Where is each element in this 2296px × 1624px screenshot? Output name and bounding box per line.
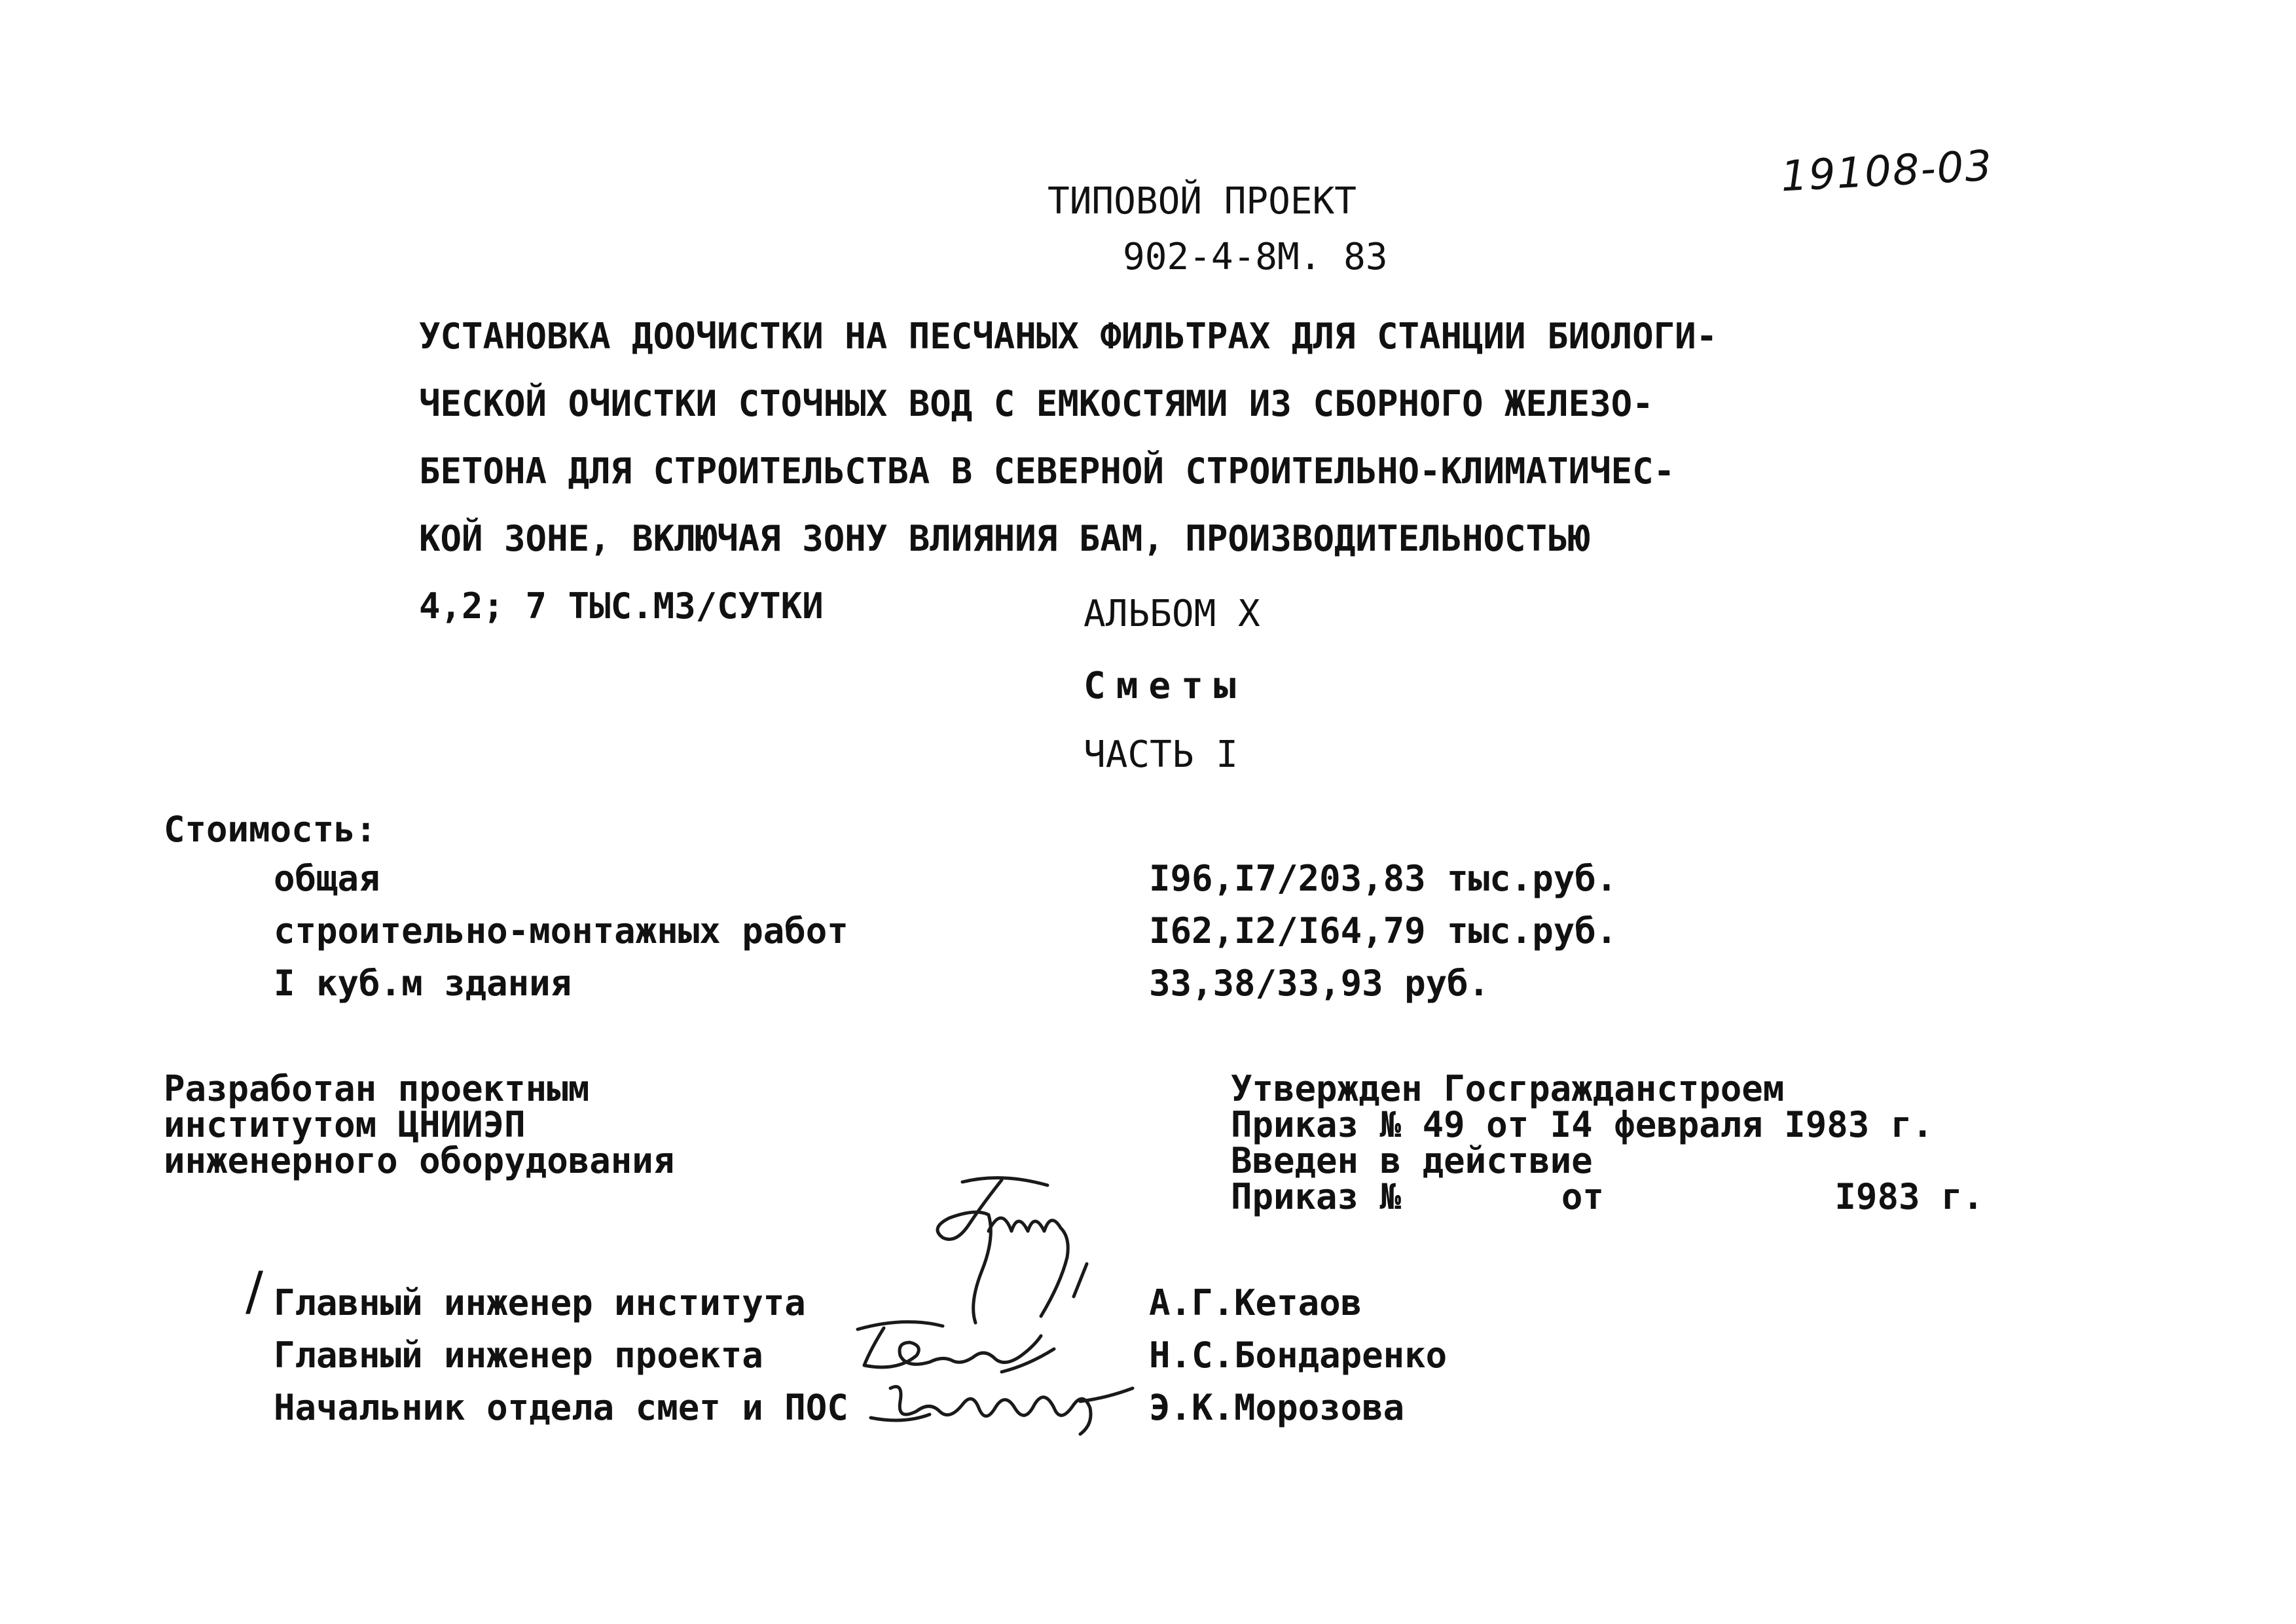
title-line: 4,2; 7 ТЫС.М3/СУТКИ	[419, 585, 824, 627]
signatory-role: Главный инженер проекта	[274, 1335, 763, 1376]
cost-label-per-cubic-meter: I куб.м здания	[274, 963, 572, 1004]
part-number: ЧАСТЬ I	[1084, 733, 1239, 776]
title-line: ЧЕСКОЙ ОЧИСТКИ СТОЧНЫХ ВОД С ЕМКОСТЯМИ ИЗ СБОРНОГО ЖЕЛЕЗО-	[419, 383, 1654, 424]
project-code: 902-4-8М. 83	[1123, 236, 1388, 278]
project-title	[419, 303, 1717, 640]
enactment-order-from: от	[1561, 1176, 1604, 1217]
signatory-name: Э.К.Морозова	[1149, 1387, 1405, 1428]
developer-block	[164, 1068, 675, 1181]
approval-line: Утвержден Госгражданстроем	[1231, 1068, 1785, 1109]
title-line: КОЙ ЗОНЕ, ВКЛЮЧАЯ ЗОНУ ВЛИЯНИЯ БАМ, ПРОИЗВОДИТЕЛЬНОСТЬЮ	[419, 518, 1590, 559]
enactment-order-label: Приказ №	[1231, 1176, 1402, 1217]
cost-value-per-cubic-meter: 33,38/33,93 руб.	[1149, 963, 1490, 1004]
developer-line: Разработан проектным	[164, 1068, 590, 1109]
cost-label-total: общая	[274, 858, 380, 899]
developer-line: инженерного оборудования	[164, 1140, 675, 1181]
signatory-role: Главный инженер института	[274, 1282, 806, 1323]
margin-slash-mark: /	[246, 1261, 263, 1321]
signatory-name: А.Г.Кетаов	[1149, 1282, 1362, 1323]
album-number: АЛЬБОМ X	[1084, 593, 1260, 635]
cost-label-construction: строительно-монтажных работ	[274, 910, 848, 951]
title-line: БЕТОНА ДЛЯ СТРОИТЕЛЬСТВА В СЕВЕРНОЙ СТРОИТЕЛЬНО-КЛИМАТИЧЕС-	[419, 451, 1675, 492]
approval-enacted-line: Введен в действие	[1231, 1140, 1593, 1181]
cost-value-construction: I62,I2/I64,79 тыс.руб.	[1149, 910, 1618, 951]
signatory-name: Н.С.Бондаренко	[1149, 1335, 1448, 1376]
archive-number: 19108-03	[1779, 141, 1994, 202]
signatory-role: Начальник отдела смет и ПОС	[274, 1387, 848, 1428]
cost-value-total: I96,I7/203,83 тыс.руб.	[1149, 858, 1618, 899]
enactment-order-year: I983 г.	[1834, 1176, 1984, 1217]
section-title: Сметы	[1084, 665, 1247, 707]
signature-head-of-estimates	[864, 1362, 1139, 1441]
enactment-order-line	[1231, 1176, 1984, 1217]
developer-line: институтом ЦНИИЭП	[164, 1104, 526, 1145]
cost-heading: Стоимость:	[164, 809, 377, 850]
approval-block	[1231, 1068, 1984, 1217]
approval-order-line: Приказ № 49 от I4 февраля I983 г.	[1231, 1104, 1933, 1145]
title-line: УСТАНОВКА ДООЧИСТКИ НА ПЕСЧАНЫХ ФИЛЬТРАХ ДЛЯ СТАНЦИИ БИОЛОГИ-	[419, 316, 1718, 357]
project-type-heading: ТИПОВОЙ ПРОЕКТ	[1048, 180, 1357, 223]
